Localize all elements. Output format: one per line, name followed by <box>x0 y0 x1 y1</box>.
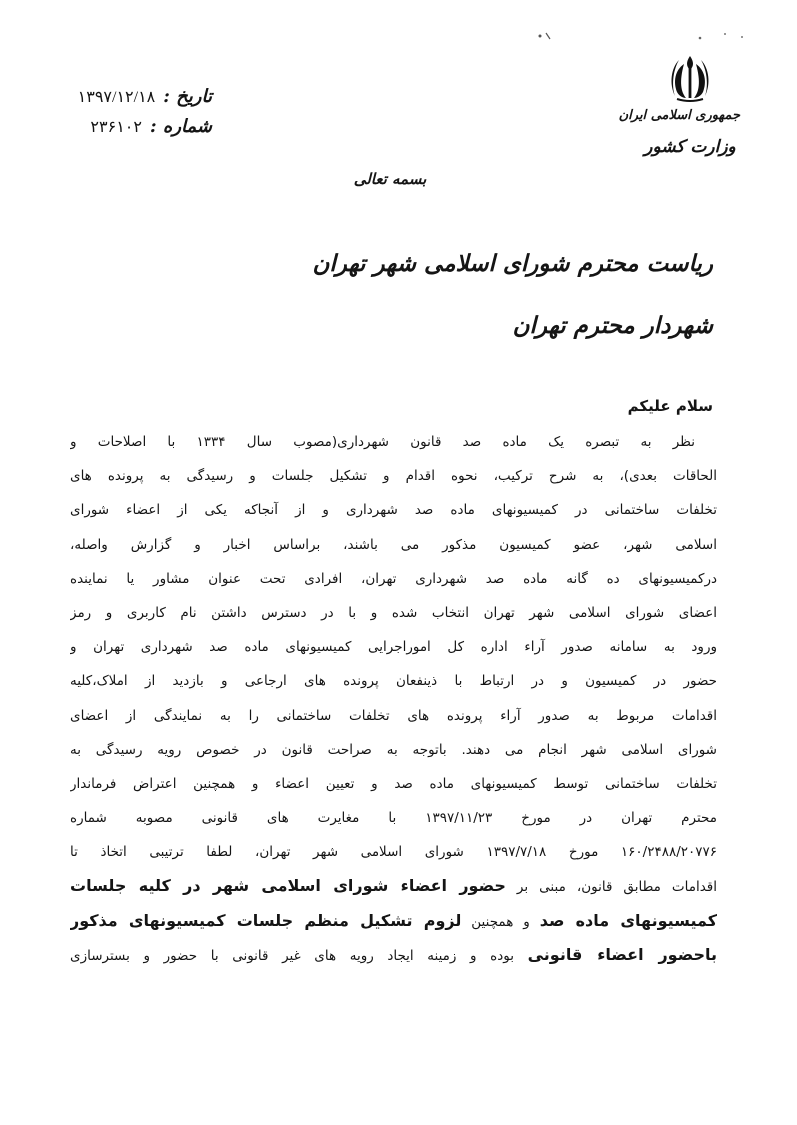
body-text-segment: بوده و زمینه ایجاد رویه های غیر قانونی با حضور و بسترسازی <box>70 947 514 964</box>
number-row <box>72 116 212 146</box>
body-line: ورود به سامانه صدور آراء اداره کل اموراجرایی کمیسیونهای ماده صد شهرداری تهران و <box>70 639 717 656</box>
body-line: تخلفات ساختمانی توسط کمیسیونهای ماده صد و تعیین اعضاء و همچنین اعتراض فرماندار <box>70 775 717 792</box>
body-bold-segment: باحضور اعضاء قانونی <box>527 944 717 964</box>
body-line <box>70 938 717 972</box>
body-line: اسلامی شهر، عضو کمیسیون مذکور می باشند، براساس اخبار و گزارش واصله، <box>70 536 717 553</box>
greeting: سلام علیکم <box>627 397 713 415</box>
body-text-segment: و همچنین <box>471 913 530 930</box>
date-row <box>72 86 212 116</box>
date-label: تاریخ : <box>163 86 212 107</box>
addressee-mayor: شهردار محترم تهران <box>512 312 713 339</box>
number-value: ۲۳۶۱۰۲ <box>90 119 142 136</box>
body-line: شورای اسلامی شهر انجام می دهند. باتوجه به صراحت قانون در خصوص رویه رسیدگی به <box>70 741 717 758</box>
body-line <box>70 904 717 938</box>
letter-meta <box>72 86 212 146</box>
letterhead <box>618 52 740 157</box>
body-line: محترم تهران در مورخ ۱۳۹۷/۱۱/۲۳ با مغایرت های قانونی مصوبه شماره <box>70 810 717 827</box>
body-line: اقدامات مربوط به صدور آراء پرونده های تخلفات ساختمانی را به نمایندگی از اعضای <box>70 707 717 724</box>
date-value: ۱۳۹۷/۱۲/۱۸ <box>77 89 156 106</box>
letter-body <box>70 425 717 972</box>
body-line: تخلفات ساختمانی در کمیسیونهای ماده صد شهرداری و از آنجاکه یکی از اعضاء شورای <box>70 502 717 519</box>
scan-marks <box>520 28 750 44</box>
body-text-segment: اقدامات مطابق قانون، مبنی بر <box>516 879 717 896</box>
body-line: ۱۶۰/۲۴۸۸/۲۰۷۷۶ مورخ ۱۳۹۷/۷/۱۸ شورای اسلامی شهر تهران، لطفا ترتیبی اتخاذ تا <box>70 844 717 861</box>
ministry-title: وزارت کشور <box>644 137 736 157</box>
republic-title: جمهوری اسلامی ایران <box>618 108 740 123</box>
body-bold-segment: کمیسیونهای ماده صد <box>539 910 717 930</box>
iran-emblem-icon <box>667 52 713 104</box>
bismillah: بسمه تعالی <box>353 170 427 188</box>
body-line: حضور در کمیسیون و در ارتباط با ذینفعان پرونده های ارجاعی و بازدید از املاک،کلیه <box>70 673 717 690</box>
addressee-council: ریاست محترم شورای اسلامی شهر تهران <box>312 250 713 277</box>
number-label: شماره : <box>149 116 212 137</box>
body-line: درکمیسیونهای ده گانه ماده صد شهرداری تهران، افرادی تحت عنوان مشاور یا نماینده <box>70 570 717 587</box>
body-line <box>70 869 717 903</box>
body-line: الحاقات بعدی)، به شرح ترکیب، نحوه اقدام و تشکیل جلسات و رسیدگی به پرونده های <box>70 468 717 485</box>
body-line: نظر به تبصره یک ماده صد قانون شهرداری(مصوب سال ۱۳۳۴ با اصلاحات و <box>70 434 695 450</box>
body-bold-segment: حضور اعضاء شورای اسلامی شهر در کلیه جلسات <box>70 876 506 896</box>
body-bold-segment: لزوم تشکیل منظم جلسات کمیسیونهای مذکور <box>70 910 462 930</box>
body-line: اعضای شورای اسلامی شهر تهران انتخاب شده و با در دسترس داشتن نام کاربری و رمز <box>70 604 717 621</box>
